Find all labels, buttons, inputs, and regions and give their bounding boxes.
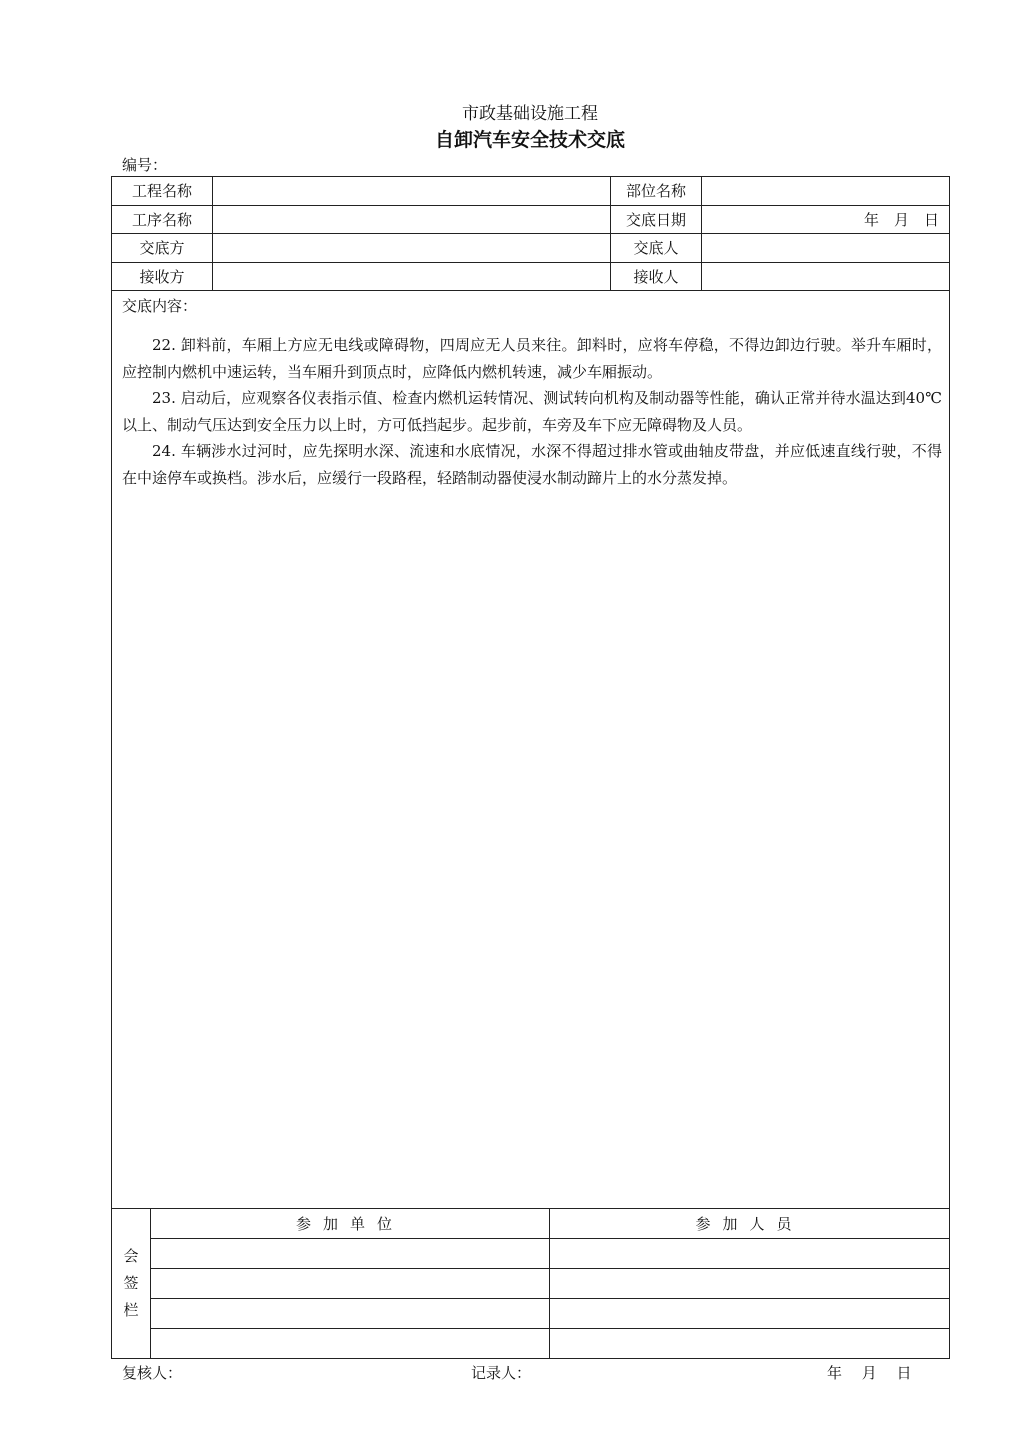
content-paragraph: 23. 启动后，应观察各仪表指示值、检查内燃机运转情况、测试转向机构及制动器等性能，确认正常并待水温达到40℃以上、制动气压达到安全压力以上时，方可低挡起步。起步前，车旁及车下应无障碍物及人员。 [122,389,942,434]
process-name-field[interactable] [213,205,611,234]
participating-person-cell[interactable] [550,1329,950,1359]
briefing-content-text [122,332,942,491]
briefing-person-label: 交底人 [611,234,702,263]
info-table [111,176,950,291]
document-title: 自卸汽车安全技术交底 [434,129,625,151]
signature-row [112,1239,950,1269]
project-name-field[interactable] [213,177,611,206]
countersign-side-label [112,1209,151,1359]
briefing-date-field[interactable]: 年 月 日 [702,205,950,234]
reviewer-label: 复核人： [122,1364,183,1382]
participating-unit-cell[interactable] [151,1299,550,1329]
content-paragraph: 22. 卸料前，车厢上方应无电线或障碍物，四周应无人员来往。卸料时，应将车停稳，不得边卸边行驶。举升车厢时，应控制内燃机中速运转，当车厢升到顶点时，应降低内燃机转速，减少车厢振动。 [122,336,942,381]
content-paragraph: 24. 车辆涉水过河时，应先探明水深、流速和水底情况，水深不得超过排水管或曲轴皮带盘，并应低速直线行驶，不得在中途停车或换档。涉水后，应缓行一段路程，轻踏制动器使浸水制动蹄片上的水分蒸发掉。 [122,442,942,487]
participating-unit-cell[interactable] [151,1239,550,1269]
countersign-char: 会 [123,1247,139,1265]
receiving-party-field[interactable] [213,262,611,291]
briefing-party-label: 交底方 [112,234,213,263]
participating-person-header: 参加人员 [550,1209,950,1239]
countersign-char: 签 [123,1274,139,1292]
info-row-receiving [112,262,950,291]
signature-row [112,1329,950,1359]
participating-person-cell[interactable] [550,1239,950,1269]
document-subtitle: 市政基础设施工程 [462,104,598,124]
info-row-briefing [112,234,950,263]
signature-header-row [112,1209,950,1239]
participating-person-cell[interactable] [550,1299,950,1329]
project-name-label: 工程名称 [112,177,213,206]
serial-number-label: 编号： [122,156,168,174]
part-name-field[interactable] [702,177,950,206]
receiving-party-label: 接收方 [112,262,213,291]
participating-unit-cell[interactable] [151,1329,550,1359]
briefing-content-label: 交底内容： [122,297,198,315]
footer-date: 年 月 日 [827,1364,912,1382]
part-name-label: 部位名称 [611,177,702,206]
receiving-person-field[interactable] [702,262,950,291]
countersign-char: 栏 [123,1301,139,1319]
participating-person-cell[interactable] [550,1269,950,1299]
briefing-content-area [111,290,950,1208]
info-row-process [112,205,950,234]
briefing-party-field[interactable] [213,234,611,263]
briefing-date-label: 交底日期 [611,205,702,234]
briefing-person-field[interactable] [702,234,950,263]
recorder-label: 记录人： [471,1364,532,1382]
info-row-project [112,177,950,206]
signature-table [111,1208,950,1359]
participating-unit-cell[interactable] [151,1269,550,1299]
participating-unit-header: 参加单位 [151,1209,550,1239]
signature-row [112,1299,950,1329]
signature-row [112,1269,950,1299]
receiving-person-label: 接收人 [611,262,702,291]
process-name-label: 工序名称 [112,205,213,234]
